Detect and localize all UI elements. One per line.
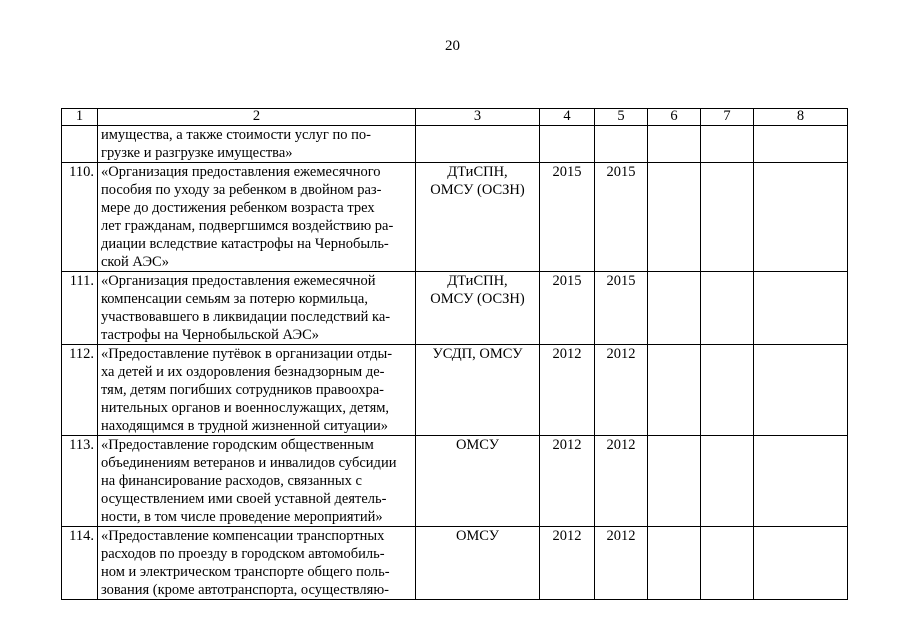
column-header-3: 3	[416, 109, 540, 126]
measure-name-line: грузке и разгрузке имущества»	[101, 145, 293, 161]
measure-name-line: зования (кроме автотранспорта, осуществляю-	[101, 582, 389, 598]
executor	[416, 527, 540, 600]
measure-name-line: «Предоставление городским общественным	[101, 437, 374, 453]
column-5-cell	[595, 126, 648, 163]
column-header-5: 5	[595, 109, 648, 126]
table-row	[62, 272, 848, 345]
measure-name-line: тастрофы на Чернобыльской АЭС»	[101, 327, 320, 343]
column-5-cell: 2015	[595, 163, 648, 272]
column-header-8: 8	[754, 109, 848, 126]
column-5-cell: 2012	[595, 436, 648, 527]
column-8-cell	[754, 527, 848, 600]
column-4-cell: 2012	[540, 345, 595, 436]
table-row	[62, 126, 848, 163]
column-4-cell: 2012	[540, 436, 595, 527]
executor	[416, 272, 540, 345]
measure-name-line: «Организация предоставления ежемесячного	[101, 164, 381, 180]
column-7-cell	[701, 163, 754, 272]
table-row	[62, 527, 848, 600]
column-8-cell	[754, 272, 848, 345]
column-header-1: 1	[62, 109, 98, 126]
column-7-cell	[701, 436, 754, 527]
executor-line: ОМСУ	[455, 437, 500, 453]
measure-name	[98, 126, 416, 163]
column-8-cell	[754, 126, 848, 163]
column-4-cell	[540, 126, 595, 163]
executor-line: УСДП, ОМСУ	[432, 346, 523, 362]
measure-name-line: компенсации семьям за потерю кормильца,	[101, 291, 368, 307]
measure-name-line: мере до достижения ребенком возраста трех	[101, 200, 375, 216]
column-6-cell	[648, 527, 701, 600]
measure-name-line: участвовавшего в ликвидации последствий ка-	[101, 309, 391, 325]
table-body	[62, 126, 848, 600]
measure-name-line: находящимся в трудной жизненной ситуации»	[101, 418, 388, 434]
measure-name-line: расходов по проезду в городском автомобиль-	[101, 546, 385, 562]
executor-line: ОМСУ (ОСЗН)	[430, 182, 525, 198]
column-5-cell: 2012	[595, 345, 648, 436]
executor-line: ОМСУ (ОСЗН)	[430, 291, 525, 307]
column-7-cell	[701, 126, 754, 163]
column-5-cell: 2015	[595, 272, 648, 345]
executor	[416, 436, 540, 527]
column-header-2: 2	[98, 109, 416, 126]
measure-name-line: «Организация предоставления ежемесячной	[101, 273, 376, 289]
column-6-cell	[648, 345, 701, 436]
measure-name-line: «Предоставление компенсации транспортных	[101, 528, 385, 544]
column-8-cell	[754, 436, 848, 527]
measure-name-line: ности, в том числе проведение мероприятий»	[101, 509, 383, 525]
measure-name	[98, 527, 416, 600]
measure-name-line: ской АЭС»	[101, 254, 169, 270]
row-number: 113.	[62, 436, 98, 527]
executor-line: ОМСУ	[455, 528, 500, 544]
measure-name-line: нительных органов и военнослужащих, детям,	[101, 400, 390, 416]
executor	[416, 163, 540, 272]
table-row	[62, 345, 848, 436]
table-header-row	[62, 109, 848, 126]
executor	[416, 126, 540, 163]
column-4-cell: 2015	[540, 272, 595, 345]
measure-name-line: лет гражданам, подвергшимся воздействию ра-	[101, 218, 394, 234]
measure-name	[98, 436, 416, 527]
column-4-cell: 2015	[540, 163, 595, 272]
executor	[416, 345, 540, 436]
measure-name-line: ном и электрическом транспорте общего поль-	[101, 564, 390, 580]
row-number: 111.	[62, 272, 98, 345]
measure-name-line: тям, детям погибших сотрудников правоохра-	[101, 382, 384, 398]
executor-line: ДТиСПН,	[447, 273, 508, 289]
column-7-cell	[701, 527, 754, 600]
column-header-4: 4	[540, 109, 595, 126]
column-7-cell	[701, 272, 754, 345]
measure-name-line: объединениям ветеранов и инвалидов субсидии	[101, 455, 397, 471]
table-row	[62, 436, 848, 527]
measure-name-line: «Предоставление путёвок в организации отды-	[101, 346, 393, 362]
row-number: 110.	[62, 163, 98, 272]
measure-name	[98, 272, 416, 345]
measure-name-line: на финансирование расходов, связанных с	[101, 473, 362, 489]
column-6-cell	[648, 163, 701, 272]
row-number: 114.	[62, 527, 98, 600]
column-6-cell	[648, 272, 701, 345]
row-number: 112.	[62, 345, 98, 436]
document-table	[61, 108, 848, 600]
measure-name	[98, 163, 416, 272]
column-4-cell: 2012	[540, 527, 595, 600]
measure-name-line: пособия по уходу за ребенком в двойном раз-	[101, 182, 382, 198]
column-8-cell	[754, 345, 848, 436]
measure-name-line: диации вследствие катастрофы на Чернобыль-	[101, 236, 389, 252]
page-number: 20	[445, 38, 460, 54]
executor-line: ДТиСПН,	[447, 164, 508, 180]
measure-name-line: осуществлением ими своей уставной деятель-	[101, 491, 387, 507]
column-7-cell	[701, 345, 754, 436]
measure-name-line: ха детей и их оздоровления безнадзорным де-	[101, 364, 385, 380]
column-8-cell	[754, 163, 848, 272]
table-row	[62, 163, 848, 272]
column-header-7: 7	[701, 109, 754, 126]
column-header-6: 6	[648, 109, 701, 126]
measure-name	[98, 345, 416, 436]
column-6-cell	[648, 126, 701, 163]
measure-name-line: имущества, а также стоимости услуг по по-	[101, 127, 371, 143]
row-number	[62, 126, 98, 163]
column-6-cell	[648, 436, 701, 527]
column-5-cell: 2012	[595, 527, 648, 600]
